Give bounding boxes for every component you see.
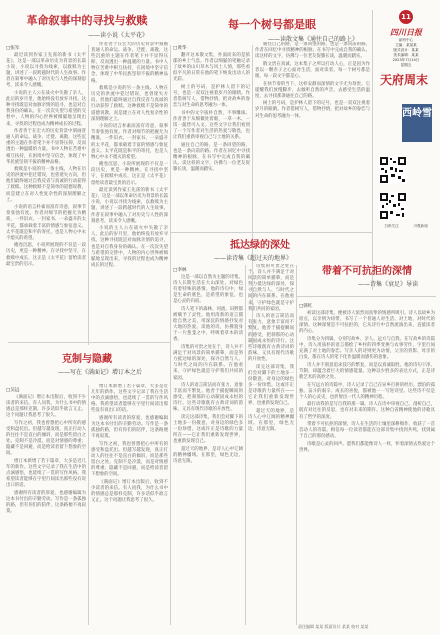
qr-code-icon[interactable] [379,192,407,220]
article-byline: □黄华 [173,46,187,51]
article-revolution-narrative [6,12,168,39]
article-body-column [248,264,294,624]
paragraph: 诗集的可贵之处在于，诗人并不满足于对风景的简单描摹，而是努力抵达绿的深处，探寻自然与人、与时代之间的内在联系。在他看来，守护绿色就是守护我们共同的家园。 [173,345,243,381]
meta-line: 副刊中心 [398,38,414,42]
paragraph: 树上的号码，是护林人留下的记号，也是一双双注视着岁月的眼睛。作者借树写人，借物抒情，把对故乡的眷恋与对生命的思考融为一体。 [173,84,250,109]
paragraph: 读完这部诗集，我们会对脚下的土地多一份敬意，对身边的绿色多一份珍惜。这或许正是诗歌的力量所在——它让我们重新发现世界，也重新发现自己。 [173,415,243,445]
page-number: 11 [399,10,413,24]
paragraph: 通往自己的路，是一条回望的路，也是一条向前的路。作者在回忆中寻找精神的根脉，在书写中完成自我的确认。读这样的文字，仿佛与一位老友促膝长谈，温暖而踏实。 [255,42,370,60]
paragraph: 最近读到作家王先霈的新书《太平花》，这是一部以革命历史为背景的长篇小说，小说以寻找为线索，以救赎为主题，讲述了一段跨越时代的人生故事。作者在叙事中融入了对历史与人性的深刻思考，读来令人感慨。 [6,53,86,89]
meta-line: 主编：某某某 [395,43,417,47]
qr-caption: 川观新闻 [413,224,428,228]
paragraph: 这是一部以自然为主题的诗集。诗人长期生活在大山深处，对绿色有着特殊的感情。他的诗句中，绿是生命的底色，是希望的象征，也是心灵的归宿。 [173,275,243,305]
column-divider [245,265,246,625]
meta-line: 星期五 [400,63,412,67]
article-title: 克制与隐藏 [62,354,112,365]
paragraph: 诗集的可贵之处在于，诗人并不满足于对风景的简单描摹，而是努力抵达绿的深处，探寻自然与人、与时代之间的内在联系。在他看来，守护绿色就是守护我们共同的家园。 [248,264,294,312]
paragraph: 诗人的语言简洁而有张力，意象丰富而不繁复。他善于捕捉瞬间的感受，把刹那的心动凝固成永恒的诗行。这些诗歌既有古典诗词的韵味，又具有现代诗歌的开放性。 [173,383,243,413]
article-body-column [91,42,168,342]
article-byline: □吴远 [6,388,20,393]
paragraph: 诗集分为四辑，分别写故乡、亲人、远方与自我。在写故乡的诗篇中，诗人用质朴的语言描绘了乡村的四季变换与农事劳作，字里行间充满了对土地的眷恋。写亲人的诗则更为动情，父亲的背影、母亲的白发，都在诗人的笔下化作温暖而感伤的意象。 [299,336,435,361]
paragraph: 《满面记》增订本出版后，收到不少读者的来信。有人问我，为什么书中的情感总是那样克制，许多话似乎欲言又止。这个问题让我思考了很久。 [91,479,168,504]
meta-line: 版式设计：某某 [393,48,419,52]
meta-line: 2023年7月14日 [392,58,420,62]
paragraph: 最打动我的是写自我的那一辑。诗人在诗中审视自己、剖析自己，既有对过往的反思，也有对未来的期许。这种自省精神使他的诗歌具有了哲学的深度。 [299,402,435,420]
article-subtitle: ——读诗集《超过天的地界》 [213,255,292,262]
section-logo [378,74,434,148]
column-divider [170,265,171,625]
article-body-column [299,300,435,622]
paragraph: 树上的号码，是护林人留下的记号，也是一双双注视着岁月的眼睛。作者借树写人，借物抒情，把对故乡的眷恋与对生命的思考融为一体。 [255,101,370,119]
page-footer: 责任编辑 某某 版面设计 某某 校对 某某 [298,624,369,629]
qr-captions [377,224,435,229]
paragraph: 作者善于在宏大的历史背景中刻画普通人的命运。战争、迁徙、离散，这些沉重的主题在作者笔下并不显得压抑，反而透出一种温暖的力量。书中人物在苦难中相互扶持，在困境中坚守信念，体现了中华民族坚韧不拔的精神品格。 [6,129,86,165]
article-title: 每一个树号都是眼 [228,18,316,31]
article-title: 革命叙事中的寻找与救赎 [26,14,148,27]
paragraph: 超过天的地界，是诗人心中辽阔的精神疆域。在那里，绿色无边，诗意无限。 [248,408,294,432]
paragraph: 诗人并不刻意追求技巧的繁复，而是以真诚取胜。他的诗句干净、节制，却蕴含着巨大的情感能量。这种以少胜多的表达方式，正是诗歌艺术的高妙之处。 [299,362,435,380]
article-body-column [6,42,86,342]
paragraph: 救赎是小说的另一条主线。人物在历史的洪流中犯过错误，也曾迷失方向，但他们最终通过自我反省与真诚的行动获得了救赎。这种救赎不是简单的道德说教，而是建立在对人性复杂性的深刻理解之上。 [6,167,86,203]
masthead [377,10,435,290]
section-divider [296,296,436,297]
article-green-depth [172,236,296,262]
paragraph: 初读这部诗集，便被诗人浓烈而真挚的情感所吸引。诗人以故乡为原点，以亲情为纽带，书写了一个普通人对生活、对土地、对时代的深情。这种深情是不可抗拒的，它从诗行中自然流淌出来，直抵读者的内心。 [299,311,435,335]
meta-line: 美术编辑：某某 [393,53,419,57]
paragraph: 超过天的地界，是诗人心中辽阔的精神疆域。在那里，绿色无边，诗意无限。 [173,447,243,465]
paragraph: 掩卷沉思，小说所展现的不仅是一段历史，更是一种精神。在寻找中坚守，在救赎中成长，这正是《太平花》留给读者最宝贵的启示。 [91,162,168,186]
column-divider [296,265,297,625]
article-byline: □张军 [6,46,20,51]
qr-code-icon[interactable] [379,156,407,184]
qr-codes [377,152,435,229]
paragraph: 散文贵在真诚。这本集子之所以打动人心，正是因为作者以一颗赤子之心面对生活，面对读者。每一个树号都是眼，每一段文字都是心。 [255,61,370,79]
paragraph: 最近读到作家王先霈的新书《太平花》，这是一部以革命历史为背景的长篇小说，小说以寻找为线索，以救赎为主题，讲述了一段跨越时代的人生故事。作者在叙事中融入了对历史与人性的深刻思考，读来令人感慨。 [91,188,168,224]
article-byline: □李林 [173,268,187,273]
column-divider [372,10,373,290]
paragraph: 带着不可抗拒的深情，诗人在生活的土壤里深耕细作，收获了一首首动人的诗篇。相信每一位读者都能在这部诗集中找到共鸣，找到属于自己的那份感动。 [299,422,435,440]
paragraph: 在快节奏的当下，这样安静而深情的文字尤为珍贵。它提醒我们放慢脚步，去倾听自然的声音，去感受生活的温度，去寻找那条通往自己的路。 [255,81,370,99]
paragraph: 在写远方的诗篇中，诗人记录了自己在异乡打拼的经历。漂泊的孤独、奋斗的艰辛、成长的喜悦，都被他一一写进诗里。这些诗不仅是个人的心灵史，也折射出一代人的精神历程。 [299,382,435,400]
paragraph: 读完这部诗集，我们会对脚下的土地多一份敬意，对身边的绿色多一份珍惜。这或许正是诗歌的力量所在——它让我们重新发现世界，也重新发现自己。 [248,364,294,407]
paragraph: 救赎是小说的另一条主线。人物在历史的洪流中犯过错误，也曾迷失方向，但他们最终通过自我反省与真诚的行动获得了救赎。这种救赎不是简单的道德说教，而是建立在对人性复杂性的深刻理解之上。 [91,86,168,122]
paragraph: 小说的主人公在战火中失散了亲人，此后的岁月里，他始终没有放弃寻找。这种寻找既是对血脉亲情的追寻，也是对自我身份的确认。在一次次失望与希望的交替中，人物的内心世界被细腻地呈现出来，寻找的过程也成为精神成长的过程。 [6,91,86,127]
article-body-column [173,42,250,230]
article-body-column [91,384,168,622]
article-body-column [255,42,370,230]
article-restraint [6,350,168,376]
paragraph: 诗歌是心灵的回声。愿我们都能像诗人一样，怀着深情去热爱这个世界。 [299,441,435,453]
paragraph: 掩卷沉思，小说所展现的不仅是一段历史，更是一种精神。在寻找中坚守，在救赎中成长，这正是《太平花》留给读者最宝贵的启示。 [6,243,86,267]
paragraph: 翻开这本散文集，扑面而来的是浓郁的乡土气息。作者以细腻的笔触记录了故乡的山川草木与风土人情，那些看似平凡的日常在他的笔下焕发出动人的光彩。 [173,53,250,83]
column-divider [88,45,89,345]
article-subtitle: ——读散文集《通往自己的路上》 [267,36,358,43]
paragraph: 小说的语言朴素而富有诗意，叙事节奏张弛有度。作者对细节的把握尤为精准，一件旧衣、一封家书、一朵盛开的太平花，都承载着丰富的情感与象征意义。太平花既是和平的寄托，也是人物心中永不熄灭的希望。 [91,124,168,160]
paragraph: 小说的语言朴素而富有诗意，叙事节奏张弛有度。作者对细节的把握尤为精准，一件旧衣、一封家书、一朵盛开的太平花，都承载着丰富的情感与象征意义。太平花既是和平的寄托，也是人物心中永不熄灭的希望。 [6,205,86,241]
article-body-column [6,384,86,622]
paragraph: 《满面记》增订本出版后，收到不少读者的来信。有人问我，为什么书中的情感总是那样克制，许多话似乎欲言又止。这个问题让我思考了很久。 [6,395,86,419]
section-sub: 西岭雪 [402,104,432,142]
column-divider [88,385,89,625]
paragraph: 感谢所有读者的厚爱，也感谢编辑为这本书付出的辛勤劳动。写作是一条孤独的路，但有你们的陪伴，这条路便不再寂寞。 [91,415,168,440]
paragraph: 书中的文字质朴自然，不事雕琢。作者善于从细微处着眼，一草一木、一饭一蔬皆可入文。这些文字让我们看到了一个写作者对生活的热爱与敬畏，也让我们重新审视自己与土地的关系。 [173,110,250,141]
qr-caption: 扫码关注 [384,224,399,228]
article-tree-number [172,16,372,43]
masthead-meta [377,38,435,68]
paragraph: 感谢所有读者的厚爱，也感谢编辑为这本书付出的辛勤劳动。写作是一条孤独的路，但有你们的陪伴，这条路便不再寂寞。 [6,490,86,515]
section-name: 天府周末 [380,73,429,87]
paragraph: 增订本新增了若干篇章，大多是近几年的新作。这些文字记录了我在生活中的点滴感悟，也延续了一贯的写作风格。我希望读者能够在字里行间读出那些没有说出口的话。 [6,458,86,489]
paragraph: 诗人笔下的森林、河流、田野都被赋予了灵性。他用清新的语言描绘自然之美，用深沉的情感抒发对大地的热爱。读他的诗，仿佛置身于一片葱茏之中，呼吸着草木的清香。 [173,306,243,343]
paragraph: 作者善于在宏大的历史背景中刻画普通人的命运。战争、迁徙、离散，这些沉重的主题在作者笔下并不显得压抑，反而透出一种温暖的力量。书中人物在苦难中相互扶持，在困境中坚守信念，体现了中华民族坚韧不拔的精神品格。 [91,42,168,84]
paragraph: 小说的主人公在战火中失散了亲人，此后的岁月里，他始终没有放弃寻找。这种寻找既是对血脉亲情的追寻，也是对自我身份的确认。在一次次失望与希望的交替中，人物的内心世界被细腻地呈现出来，寻找的过程也成为精神成长的过程。 [91,226,168,268]
paragraph: 诗人的语言简洁而有张力，意象丰富而不繁复。他善于捕捉瞬间的感受，把刹那的心动凝固成永恒的诗行。这些诗歌既有古典诗词的韵味，又具有现代诗歌的开放性。 [248,314,294,362]
paragraph: 写作之初，我也曾想把心中所有的感受和盘托出。但越写越发现，真正打动人的往往不是直白的倾诉，而是那些留白之处。克制不是冷漠，而是对情感的尊重；隐藏不是回避，而是给读者留下想象的空间。 [6,420,86,457]
article-subtitle: ——写在《满面记》增订本之后 [57,369,142,376]
article-title: 带着不可抗拒的深情 [322,266,412,277]
article-subtitle: ——诗集《衰足》导读 [357,281,418,288]
article-title: 抵达绿的深处 [230,240,290,251]
paragraph: 增订本新增了若干篇章，大多是近几年的新作。这些文字记录了我在生活中的点滴感悟，也延续了一贯的写作风格。我希望读者能够在字里行间读出那些没有说出口的话。 [91,384,168,414]
paragraph: 通往自己的路，是一条回望的路，也是一条向前的路。作者在回忆中寻找精神的根脉，在书写中完成自我的确认。读这样的文字，仿佛与一位老友促膝长谈，温暖而踏实。 [173,142,250,173]
section-divider [170,232,372,233]
article-byline: □韩红 [299,304,313,309]
article-body-column [173,264,243,624]
article-deep-affection [298,262,436,288]
paragraph: 写作之初，我也曾想把心中所有的感受和盘托出。但越写越发现，真正打动人的往往不是直白的倾诉，而是那些留白之处。克制不是冷漠，而是对情感的尊重；隐藏不是回避，而是给读者留下想象的空间。 [91,441,168,478]
section-divider [8,342,170,343]
paper-name: 四川日报 [390,28,422,37]
article-subtitle: ——读小说《太平花》 [87,32,148,39]
